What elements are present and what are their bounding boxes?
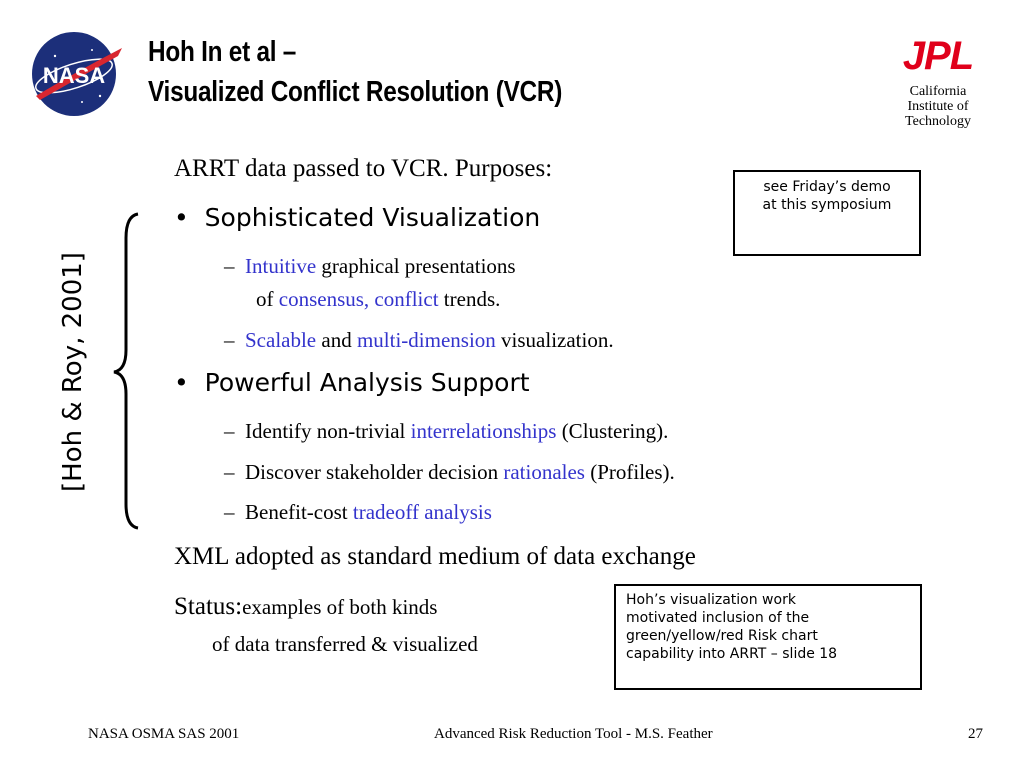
- page-title: [148, 32, 562, 112]
- institution-name: California Institute of Technology: [905, 84, 971, 129]
- sub-bullet-identify: – Identify non-trivial interrelationships (Clustering).: [224, 419, 669, 443]
- xml-statement: XML adopted as standard medium of data exchange: [174, 543, 696, 570]
- sub-bullet-discover: – Discover stakeholder decision rationales (Profiles).: [224, 460, 675, 484]
- sub-bullet-scalable: – Scalable and multi-dimension visualization.: [224, 328, 614, 352]
- title-line-2: Visualized Conflict Resolution (VCR): [148, 76, 563, 108]
- citation-hoh-roy: [Hoh & Roy, 2001]: [58, 252, 88, 492]
- title-line-1: Hoh In et al –: [148, 36, 297, 68]
- bullet-dot: •: [174, 203, 189, 232]
- bullet-sophisticated-visualization: • Sophisticated Visualization: [174, 203, 541, 232]
- status-text-line2: of data transferred & visualized: [212, 632, 478, 656]
- nasa-logo: [22, 30, 126, 118]
- curly-brace: [104, 210, 140, 530]
- jpl-logo-block: [882, 36, 994, 129]
- sub-bullet-intuitive-line2: of consensus, conflict trends.: [256, 287, 501, 311]
- callout-hoh-visualization-note: Hoh’s visualization work motivated inclusion of the green/yellow/red Risk chart capability into ARRT – slide 18: [614, 584, 922, 690]
- footer-page-number: 27: [968, 726, 983, 742]
- dash-marker: –: [224, 254, 235, 278]
- status-label: Status:: [174, 593, 243, 620]
- status-line: [174, 593, 437, 621]
- dash-marker: –: [224, 500, 235, 524]
- intro-text: ARRT data passed to VCR. Purposes:: [174, 155, 553, 182]
- footer-left: NASA OSMA SAS 2001: [88, 726, 240, 742]
- status-text: examples of both kinds: [242, 595, 438, 619]
- jpl-logo-text: JPL: [902, 34, 974, 78]
- sub-bullet-benefit-cost: – Benefit-cost tradeoff analysis: [224, 500, 492, 524]
- sub-bullet-intuitive: – Intuitive graphical presentations: [224, 254, 516, 278]
- bullet-dot: •: [174, 368, 189, 397]
- dash-marker: –: [224, 419, 235, 443]
- dash-marker: –: [224, 328, 235, 352]
- dash-marker: –: [224, 460, 235, 484]
- nasa-logo-text: NASA: [42, 63, 106, 88]
- bullet-powerful-analysis-support: • Powerful Analysis Support: [174, 368, 530, 397]
- callout-demo-note: see Friday’s demo at this symposium: [733, 170, 921, 256]
- footer-center: Advanced Risk Reduction Tool - M.S. Feather: [434, 726, 713, 742]
